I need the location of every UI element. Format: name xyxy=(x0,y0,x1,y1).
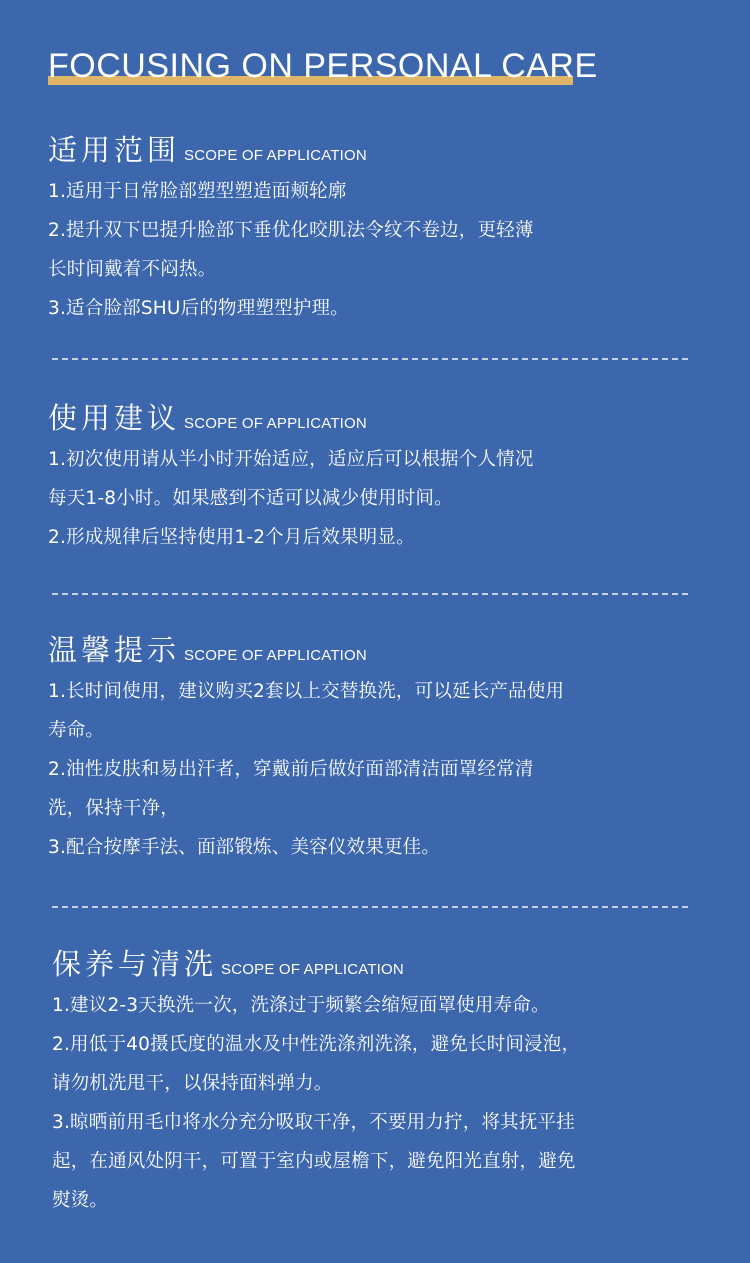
section-subtitle: SCOPE OF APPLICATION xyxy=(184,147,367,164)
section-title: 保养与清洗 xyxy=(52,947,218,981)
section-title: 温馨提示 xyxy=(48,633,181,667)
body-line: 2.提升双下巴提升脸部下垂优化咬肌法令纹不卷边，更轻薄 xyxy=(48,220,534,241)
section-body xyxy=(48,672,708,867)
section-body xyxy=(52,986,712,1220)
body-line: 1.建议2-3天换洗一次，洗涤过于频繁会缩短面罩使用寿命。 xyxy=(52,995,550,1016)
section-subtitle: SCOPE OF APPLICATION xyxy=(184,415,367,432)
section-title: 适用范围 xyxy=(48,133,181,167)
dashed-divider xyxy=(52,593,688,595)
section-subtitle: SCOPE OF APPLICATION xyxy=(221,961,404,978)
section-body xyxy=(48,440,708,557)
body-line: 长时间戴着不闷热。 xyxy=(48,259,217,280)
body-line: 2.用低于40摄氏度的温水及中性洗涤剂洗涤，避免长时间浸泡， xyxy=(52,1034,581,1055)
body-line: 请勿机洗甩干，以保持面料弹力。 xyxy=(52,1073,333,1094)
main-title: FOCUSING ON PERSONAL CARE xyxy=(48,47,598,85)
section-usage xyxy=(48,398,708,557)
body-line: 每天1-8小时。如果感到不适可以减少使用时间。 xyxy=(48,488,453,509)
main-title-block xyxy=(48,44,598,88)
body-line: 起，在通风处阴干，可置于室内或屋檐下，避免阳光直射，避免 xyxy=(52,1151,576,1172)
body-line: 洗，保持干净， xyxy=(48,798,179,819)
body-line: 1.适用于日常脸部塑型塑造面颊轮廓 xyxy=(48,181,347,202)
section-subtitle: SCOPE OF APPLICATION xyxy=(184,647,367,664)
body-line: 熨烫。 xyxy=(52,1190,109,1211)
section-scope xyxy=(48,130,708,328)
body-line: 2.油性皮肤和易出汗者，穿戴前后做好面部清洁面罩经常清 xyxy=(48,759,534,780)
body-line: 3.晾晒前用毛巾将水分充分吸取干净，不要用力拧，将其抚平挂 xyxy=(52,1112,575,1133)
body-line: 3.配合按摩手法、面部锻炼、美容仪效果更佳。 xyxy=(48,837,441,858)
section-header xyxy=(48,398,708,438)
section-care xyxy=(52,944,712,1220)
dashed-divider xyxy=(52,906,688,908)
body-line: 3.适合脸部SHU后的物理塑型护理。 xyxy=(48,298,349,319)
dashed-divider xyxy=(52,358,688,360)
body-line: 1.初次使用请从半小时开始适应，适应后可以根据个人情况 xyxy=(48,449,534,470)
section-body xyxy=(48,172,708,328)
section-header xyxy=(48,130,708,170)
body-line: 寿命。 xyxy=(48,720,105,741)
body-line: 2.形成规律后坚持使用1-2个月后效果明显。 xyxy=(48,527,415,548)
section-header xyxy=(48,630,708,670)
section-title: 使用建议 xyxy=(48,401,181,435)
section-header xyxy=(52,944,712,984)
body-line: 1.长时间使用，建议购买2套以上交替换洗，可以延长产品使用 xyxy=(48,681,565,702)
section-tips xyxy=(48,630,708,867)
